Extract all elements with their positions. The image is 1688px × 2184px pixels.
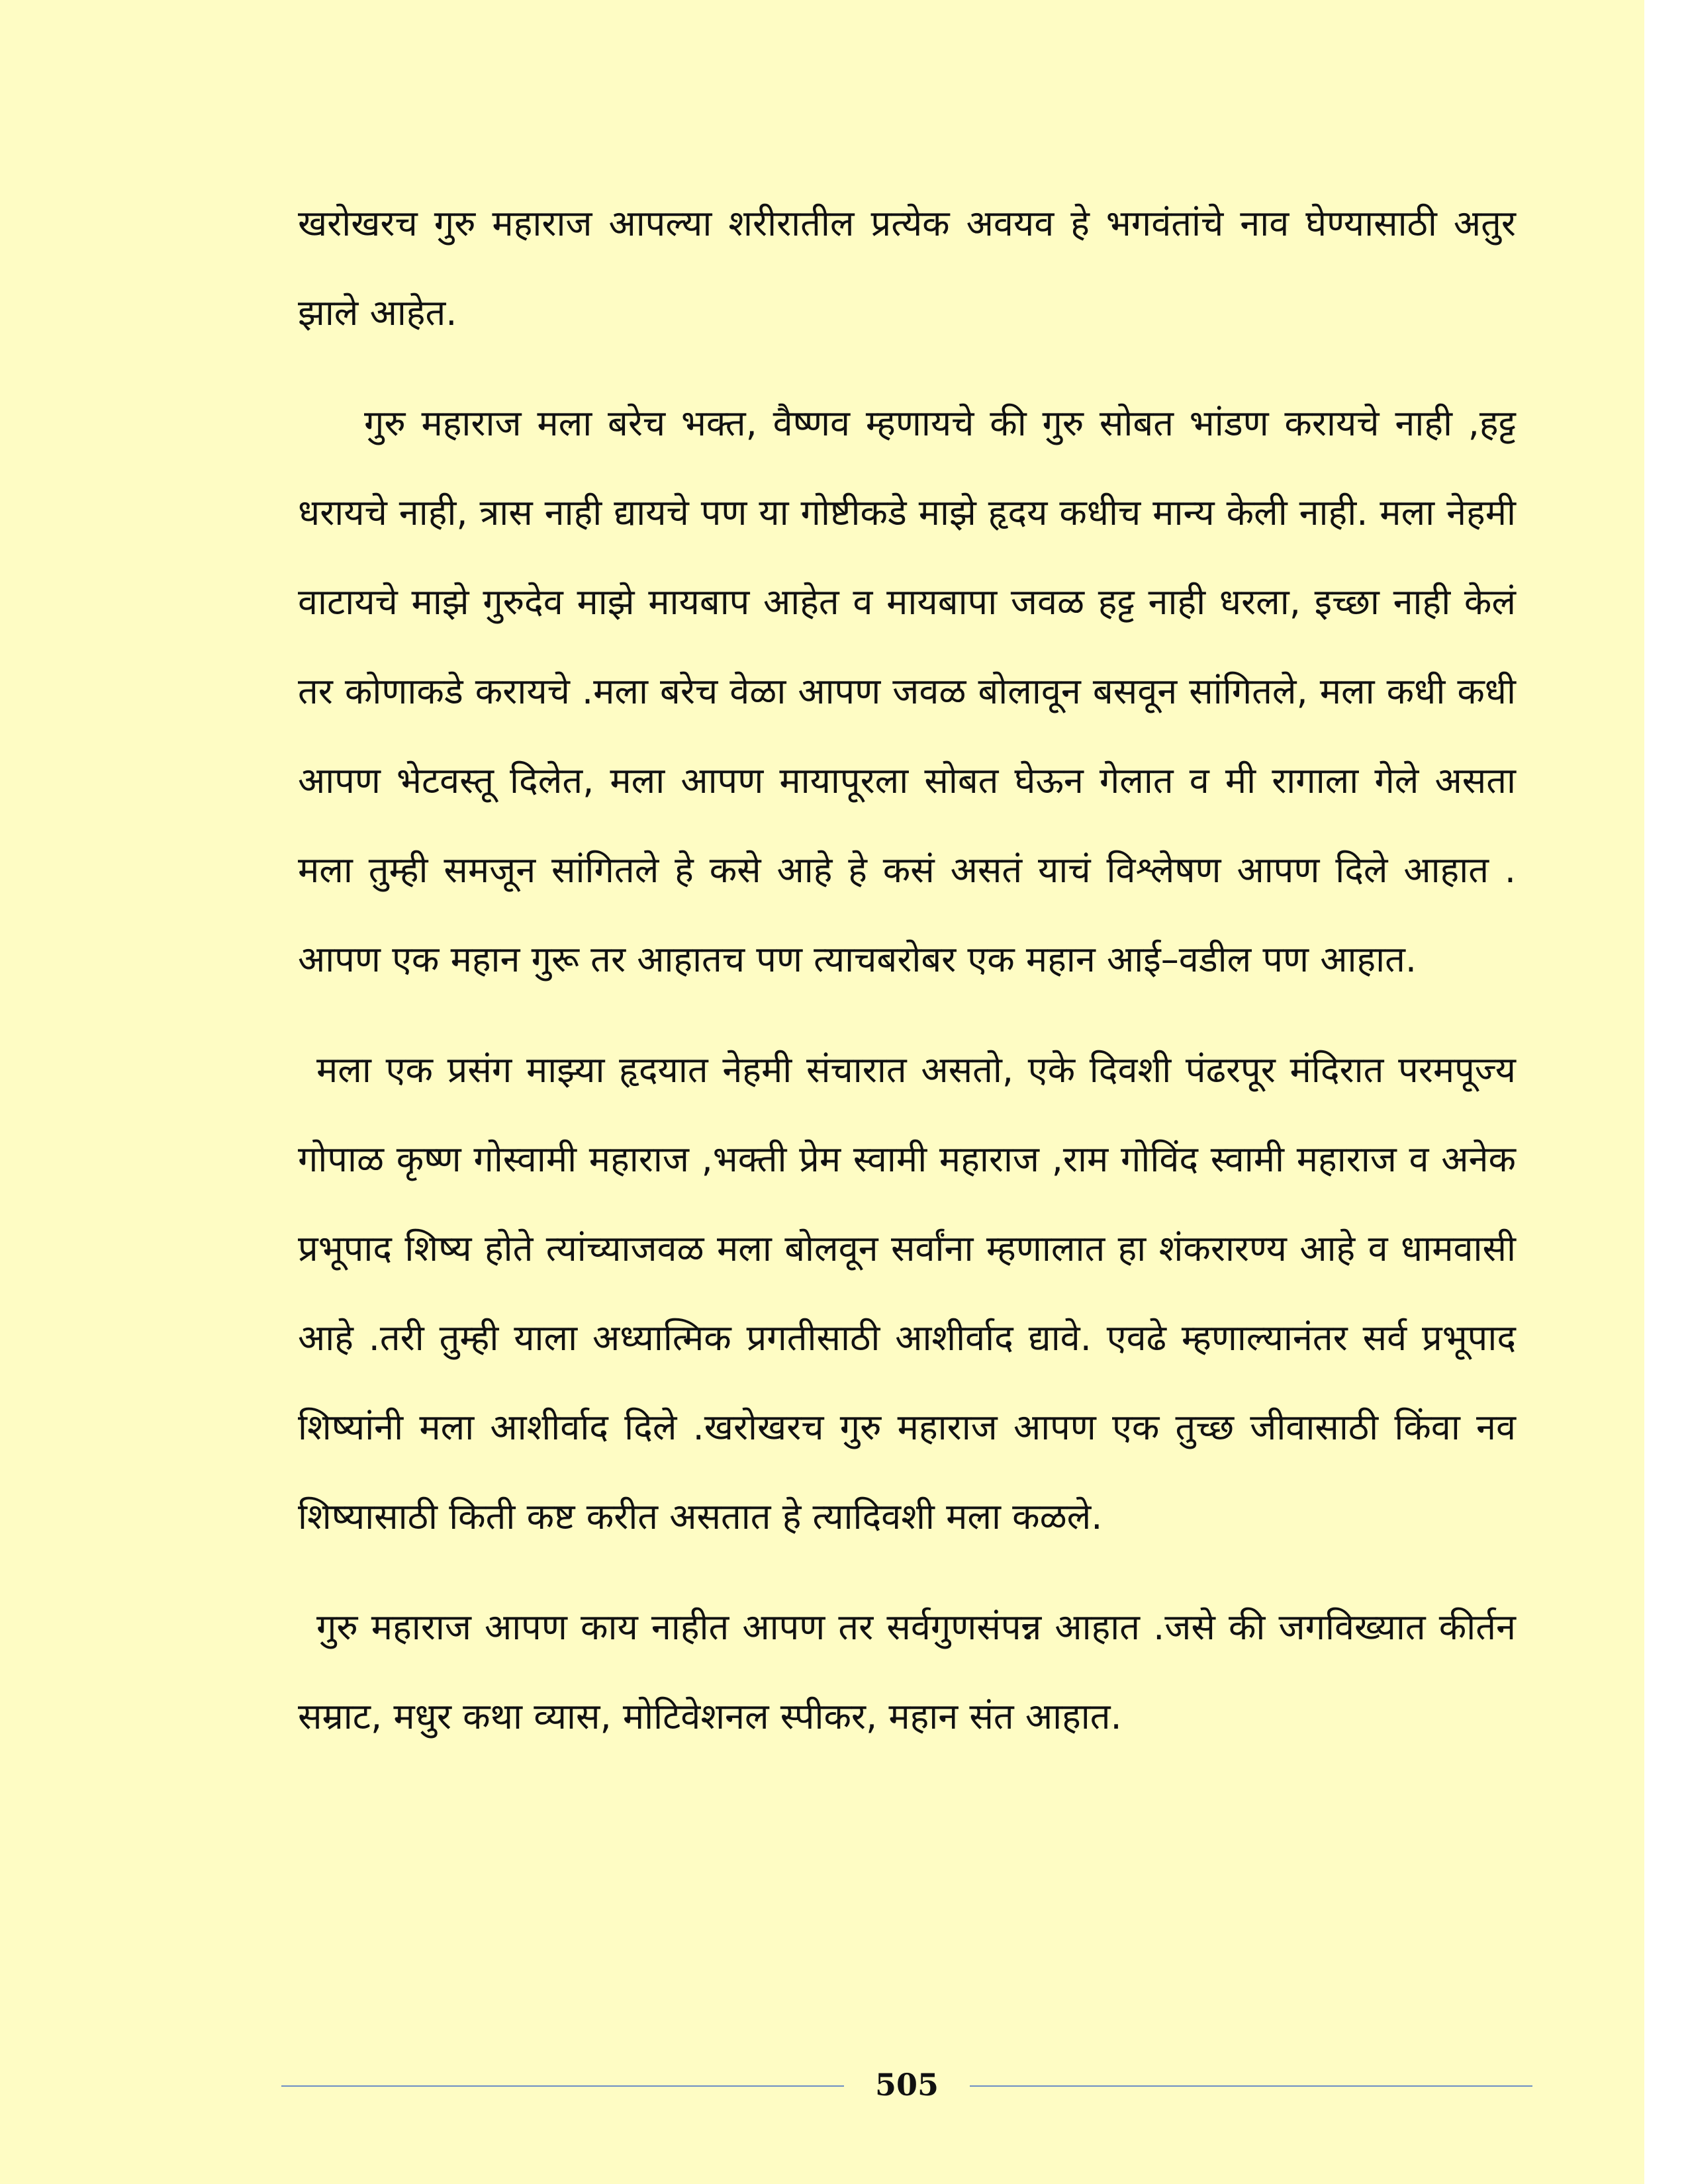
page-number: 505 xyxy=(874,2067,939,2103)
page-footer xyxy=(281,2058,1532,2111)
footer-rule-right xyxy=(970,2085,1532,2087)
paragraph-1: खरोखरच गुरु महाराज आपल्या शरीरातील प्रत्येक अवयव हे भगवंतांचे नाव घेण्यासाठी अतुर झाले आहेत. xyxy=(298,203,1516,334)
page-margin-strip xyxy=(1644,0,1688,2184)
paragraph-2: गुरु महाराज मला बरेच भक्त, वैष्णव म्हणायचे की गुरु सोबत भांडण करायचे नाही ,हट्ट धरायचे नाही, त्रास नाही द्यायचे पण या गोष्टीकडे माझे हृदय कधीच मान्य केली नाही. मला नेहमी वाटायचे माझे गुरुदेव माझे मायबाप आहेत व मायबापा जवळ हट्ट नाही धरला, इच्छा नाही केलं तर कोणाकडे करायचे .मला बरेच वेळा आपण जवळ बोलावून बसवून सांगितले, मला कधी कधी आपण भेटवस्तू दिलेत, मला आपण मायापूरला सोबत घेऊन गेलात व मी रागाला गेले असता मला तुम्ही समजून सांगितले हे कसे आहे हे कसं असतं याचं विश्लेषण आपण दिले आहात . आपण एक महान गुरू तर आहातच पण त्याचबरोबर एक महान आई–वडील पण आहात. xyxy=(298,402,1516,980)
paragraph-3: मला एक प्रसंग माझ्या हृदयात नेहमी संचारात असतो, एके दिवशी पंढरपूर मंदिरात परमपूज्य गोपाळ कृष्ण गोस्वामी महाराज ,भक्ती प्रेम स्वामी महाराज ,राम गोविंद स्वामी महाराज व अनेक प्रभूपाद शिष्य होते त्यांच्याजवळ मला बोलवून सर्वांना म्हणालात हा शंकरारण्य आहे व धामवासी आहे .तरी तुम्ही याला अध्यात्मिक प्रगतीसाठी आशीर्वाद द्यावे. एवढे म्हणाल्यानंतर सर्व प्रभूपाद शिष्यांनी मला आशीर्वाद दिले .खरोखरच गुरु महाराज आपण एक तुच्छ जीवासाठी किंवा नव शिष्यासाठी किती कष्ट करीत असतात हे त्यादिवशी मला कळले. xyxy=(298,1049,1516,1537)
body-text xyxy=(298,179,1516,1761)
paragraph-4: गुरु महाराज आपण काय नाहीत आपण तर सर्वगुणसंपन्न आहात .जसे की जगविख्यात कीर्तन सम्राट, मधुर कथा व्यास, मोटिवेशनल स्पीकर, महान संत आहात. xyxy=(298,1606,1516,1737)
footer-rule-left xyxy=(281,2085,844,2087)
